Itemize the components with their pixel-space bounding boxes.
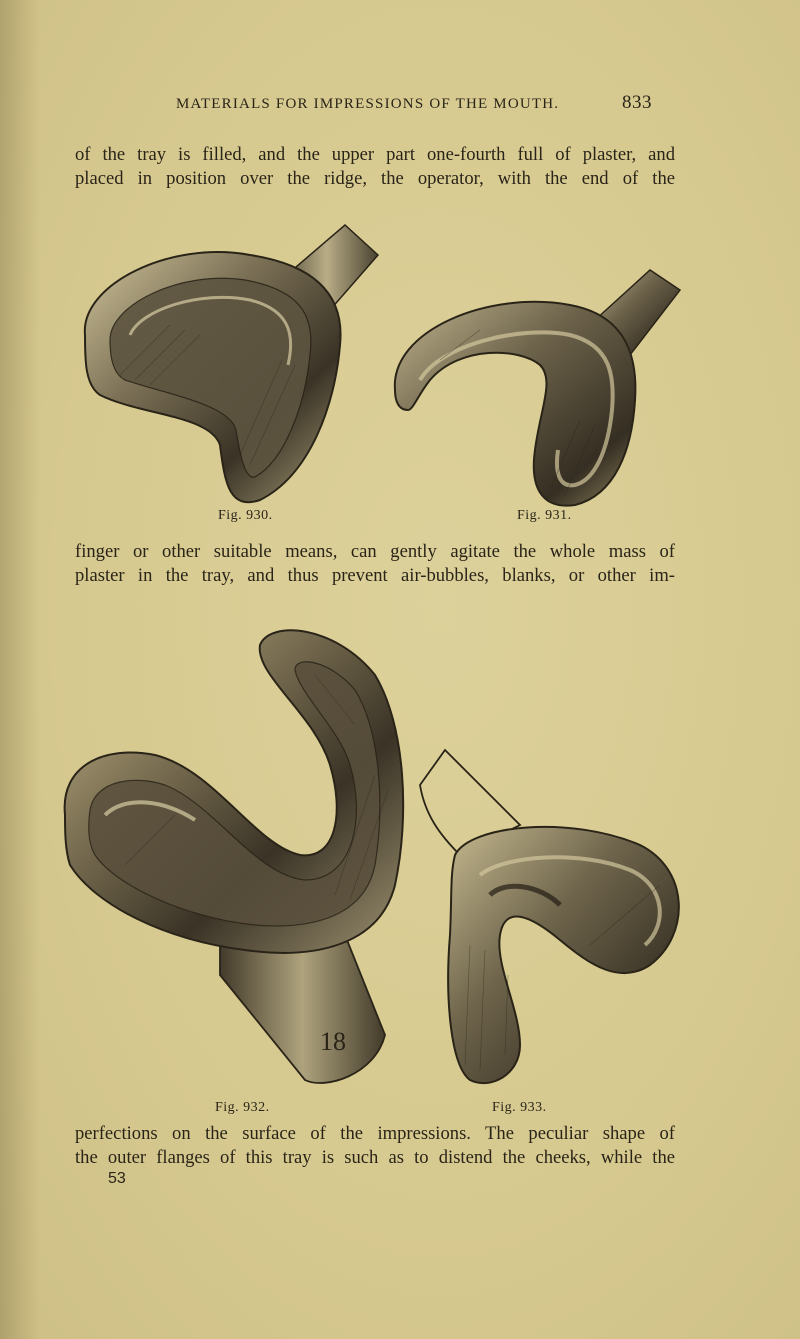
figure-caption: Fig. 932. <box>215 1100 270 1115</box>
text-line: of the tray is filled, and the upper part one-fourth full of plaster, and <box>75 144 675 165</box>
impression-tray-upper-icon <box>60 215 390 515</box>
running-head-title: MATERIALS FOR IMPRESSIONS OF THE MOUTH. <box>176 96 560 112</box>
figure-caption: Fig. 933. <box>492 1100 547 1115</box>
figure-caption: Fig. 930. <box>218 508 273 523</box>
paragraph <box>75 143 675 191</box>
text-line: perfections on the surface of the impressions. The peculiar shape of <box>75 1123 675 1144</box>
impression-tray-large-lower-icon <box>410 745 695 1095</box>
impression-tray-large-upper-icon <box>55 615 415 1095</box>
figure-caption: Fig. 931. <box>517 508 572 523</box>
paragraph <box>75 1122 675 1170</box>
signature-mark: 53 <box>108 1170 126 1187</box>
text-line: the outer flanges of this tray is such as to distend the cheeks, while the <box>75 1147 675 1168</box>
tray-stamp: 18 <box>320 1027 346 1056</box>
paragraph <box>75 540 675 588</box>
text-line: placed in position over the ridge, the operator, with the end of the <box>75 168 675 189</box>
running-head <box>150 92 650 122</box>
impression-tray-lower-icon <box>380 260 690 515</box>
binding-shadow <box>0 0 40 1339</box>
text-line: plaster in the tray, and thus prevent air-bubbles, blanks, or other im- <box>75 565 675 586</box>
text-line: finger or other suitable means, can gently agitate the whole mass of <box>75 541 675 562</box>
page-number: 833 <box>622 92 652 113</box>
